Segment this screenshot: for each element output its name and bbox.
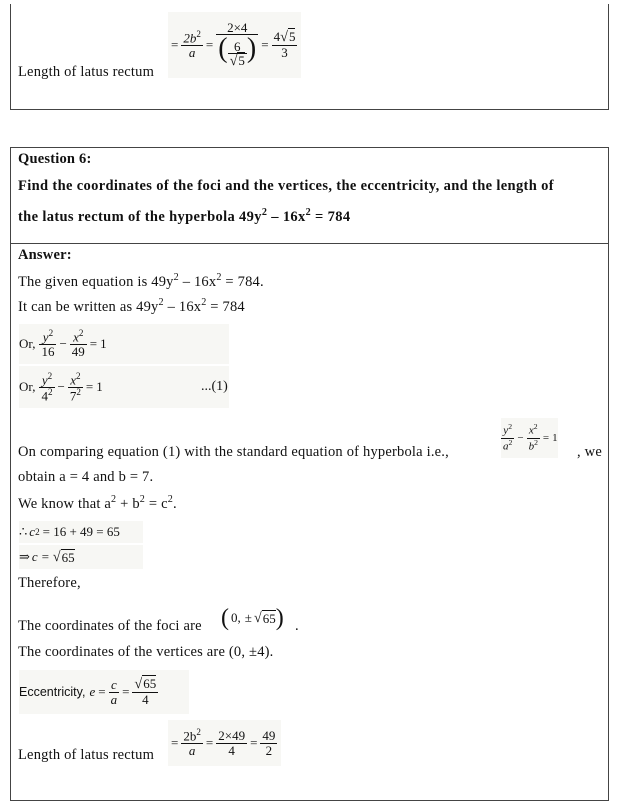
compare-text: On comparing equation (1) with the standard equation of hyperbola i.e., xyxy=(18,444,449,460)
answer-box xyxy=(10,243,609,801)
eccentricity-equation: Eccentricity, e = $\frac{c}{a}$ = $\frac{√65}{4}$ xyxy=(19,670,189,714)
question-heading: Question 6: xyxy=(18,151,92,167)
foci-coordinates: ( 0, ± √ 65 ) xyxy=(221,605,284,631)
c-value-equation: ⇒ c = √ 65 xyxy=(19,545,143,569)
question-box xyxy=(10,147,609,244)
or-equation-1: Or, $\frac{y^2}{16}$ − $\frac{x^2}{49}$ = 1 xyxy=(19,324,229,364)
equation-tag: ...(1) xyxy=(201,379,228,394)
previous-answer-box xyxy=(10,4,609,110)
foci-period: . xyxy=(295,618,299,634)
question-line-1: Find the coordinates of the foci and the vertices, the eccentricity, and the length of xyxy=(18,178,554,194)
standard-hyperbola-equation: $\frac{y^2}{a^2}$ − $\frac{x^2}{b^2}$ = 1 xyxy=(501,418,558,458)
obtain-values: obtain a = 4 and b = 7. xyxy=(18,469,154,485)
therefore-text: Therefore, xyxy=(18,575,81,591)
latus-rectum-label: Length of latus rectum xyxy=(18,64,155,80)
or-equation-2: Or, $\frac{y^2}{4^2}$ − $\frac{x^2}{7^2}$ = 1 xyxy=(19,366,229,408)
latus-rectum-formula: = $\frac{2b^2}{a}$ = 2×4 ( $\frac{6}{√5}$ ) = $\frac{4√5}{3}$ xyxy=(168,12,301,78)
vertices-text: The coordinates of the vertices are (0, ±4). xyxy=(18,644,274,660)
latus-rectum-label-2: Length of latus rectum xyxy=(18,747,155,763)
answer-heading: Answer: xyxy=(18,247,72,263)
foci-text: The coordinates of the foci are xyxy=(18,618,202,634)
c-squared-equation: ∴ c 2 = 16 + 49 = 65 xyxy=(19,521,143,543)
pythagorean-relation: We know that $a^2 + b^2 = c^2$. xyxy=(18,494,177,512)
given-equation: The given equation is $49y^2 - 16x^2 = 784$. xyxy=(18,272,264,290)
written-equation: It can be written as $49y^2 - 16x^2 = 784$ xyxy=(18,297,245,315)
latus-rectum-result: = $\frac{2b^2}{a}$ = $\frac{2\times 49}{4}$ = $\frac{49}{2}$ xyxy=(168,720,281,766)
compare-text-tail: , we xyxy=(577,444,602,460)
question-line-2: the latus rectum of the hyperbola $49y^2 - 16x^2 = 784$ xyxy=(18,207,351,225)
